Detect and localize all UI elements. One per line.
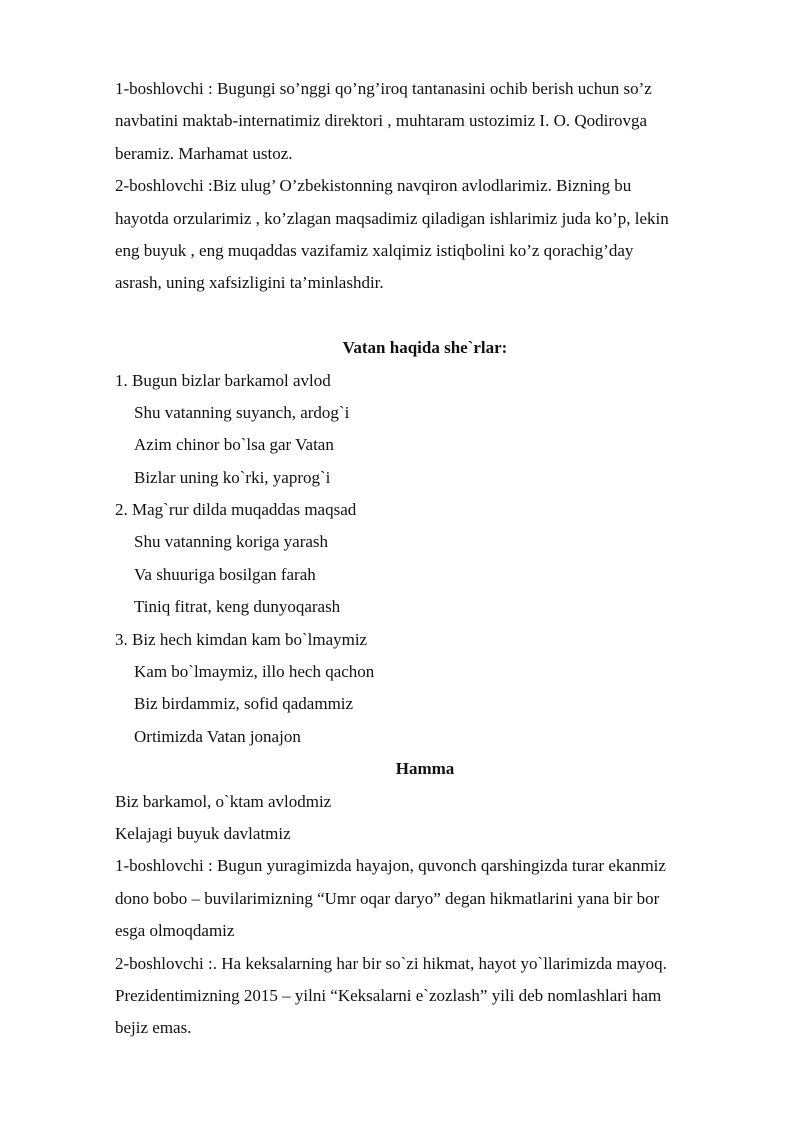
paragraph-host-intro — [115, 73, 735, 170]
verse-line: Bizlar uning ko`rki, yaprog`i — [134, 467, 331, 487]
verse-line: Va shuuriga bosilgan farah — [134, 564, 316, 584]
text-line: dono bobo – buvilarimizning “Umr oqar daryo” degan hikmatlarini yana bir bor — [115, 888, 660, 908]
paragraph-host-response — [115, 170, 735, 300]
verse-line: Shu vatanning suyanch, ardog`i — [134, 402, 350, 422]
verse-3 — [115, 624, 735, 754]
verse-line: Shu vatanning koriga yarash — [134, 532, 329, 552]
text-line: 2-boshlovchi :Biz ulug’ O’zbekistonning navqiron avlodlarimiz. Bizning bu — [115, 176, 632, 196]
verse-line: 1. Bugun bizlar barkamol avlod — [115, 370, 331, 390]
paragraph-host-year — [115, 948, 735, 1045]
verse-2 — [115, 494, 735, 624]
verse-line: 3. Biz hech kimdan kam bo`lmaymiz — [115, 629, 368, 649]
text-line: esga olmoqdamiz — [115, 921, 235, 941]
verse-line: Azim chinor bo`lsa gar Vatan — [134, 435, 334, 455]
text-line: asrash, uning xafsizligini ta’minlashdir. — [115, 273, 384, 293]
chorus-line: Biz barkamol, o`ktam avlodmiz — [115, 791, 332, 811]
verse-line: Kam bo`lmaymiz, illo hech qachon — [134, 662, 375, 682]
text-line: beramiz. Marhamat ustoz. — [115, 143, 293, 163]
verse-line: Ortimizda Vatan jonajon — [134, 726, 301, 746]
verse-1 — [115, 365, 735, 495]
verse-line: Biz birdammiz, sofid qadammiz — [134, 694, 354, 714]
text-line: 2-boshlovchi :. Ha keksalarning har bir so`zi hikmat, hayot yo`llarimizda mayoq. — [115, 953, 667, 973]
text-line: 1-boshlovchi : Bugungi so’nggi qo’ng’iroq tantanasini ochib berish uchun so’z — [115, 79, 652, 98]
text-line: hayotda orzularimiz , ko’zlagan maqsadimiz qiladigan ishlarimiz juda ko’p, lekin — [115, 208, 669, 228]
chorus-line: Kelajagi buyuk davlatmiz — [115, 823, 291, 843]
text-line: eng buyuk , eng muqaddas vazifamiz xalqimiz istiqbolini ko’z qorachig’day — [115, 240, 634, 260]
verse-line: 2. Mag`rur dilda muqaddas maqsad — [115, 500, 357, 520]
verse-line: Tiniq fitrat, keng dunyoqarash — [134, 597, 341, 617]
chorus-heading: Hamma — [395, 759, 455, 779]
paragraph-host-elders — [115, 850, 735, 947]
document-page — [115, 73, 735, 1045]
chorus — [115, 786, 735, 851]
text-line: navbatini maktab-internatimiz direktori , muhtaram ustozimiz I. O. Qodirovga — [115, 111, 648, 131]
poems-heading: Vatan haqida she`rlar: — [342, 338, 508, 358]
text-line: bejiz emas. — [115, 1018, 192, 1038]
text-line: Prezidentimizning 2015 – yilni “Keksalarni e`zozlash” yili deb nomlashlari ham — [115, 985, 662, 1005]
blank-line — [115, 300, 735, 332]
text-line: 1-boshlovchi : Bugun yuragimizda hayajon, quvonch qarshingizda turar ekanmiz — [115, 856, 666, 876]
